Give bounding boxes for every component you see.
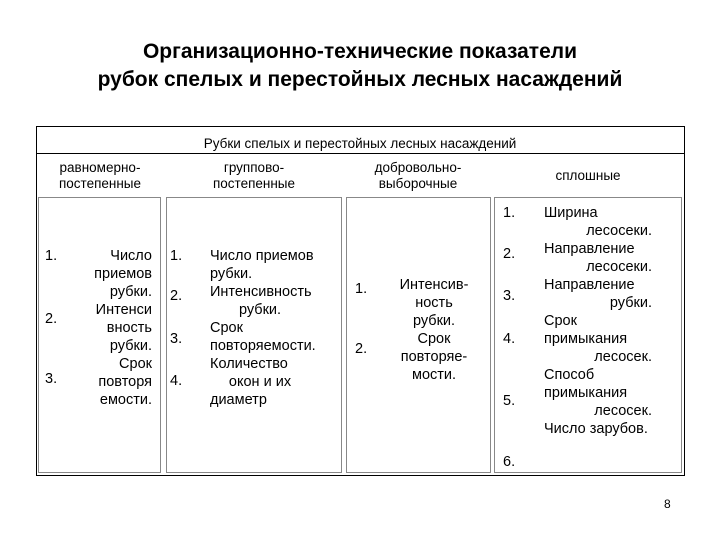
list-number: 1. xyxy=(503,205,516,221)
list-item: окон и их xyxy=(228,374,292,390)
column-header-group-gradual xyxy=(166,160,342,192)
list-item: лесосеки. xyxy=(586,223,652,239)
list-number: 2. xyxy=(45,311,58,327)
list-item: Интенсив- xyxy=(399,277,469,293)
title-line-2: рубок спелых и перестойных лесных насаждений xyxy=(97,68,623,91)
list-item: лесосек. xyxy=(594,349,652,365)
column-1-items xyxy=(78,247,152,409)
list-item: рубки. xyxy=(210,266,253,282)
list-item: рубки. xyxy=(109,338,152,354)
list-item: Направление xyxy=(544,277,635,293)
list-item: мости. xyxy=(411,367,457,383)
list-item: рубки. xyxy=(412,313,456,329)
list-item: Число xyxy=(110,248,152,264)
column-4-items xyxy=(544,204,680,438)
title-line-1: Организационно-технические показатели xyxy=(142,40,578,63)
header-line: группово- xyxy=(223,160,285,175)
list-item: Количество xyxy=(210,356,288,372)
list-item: Число зарубов. xyxy=(544,421,648,437)
list-item: емости. xyxy=(99,392,152,408)
list-number: 3. xyxy=(45,371,58,387)
list-number: 6. xyxy=(503,454,516,470)
page-number: 8 xyxy=(664,497,671,511)
table-divider xyxy=(36,153,685,154)
header-line: постепенные xyxy=(212,176,296,191)
header-line: добровольно- xyxy=(374,160,462,175)
list-item: Способ xyxy=(544,367,595,383)
list-number: 2. xyxy=(355,341,368,357)
list-number: 4. xyxy=(503,331,516,347)
list-item: Срок xyxy=(210,320,243,336)
list-number: 3. xyxy=(503,288,516,304)
list-item: примыкания xyxy=(544,331,628,347)
list-item: Интенсивность xyxy=(210,284,312,300)
list-item: Число приемов xyxy=(210,248,314,264)
list-item: диаметр xyxy=(210,392,267,408)
list-item: примыкания xyxy=(544,385,628,401)
header-line: равномерно- xyxy=(59,160,141,175)
list-number: 3. xyxy=(170,331,183,347)
list-item: повторя xyxy=(98,374,152,390)
header-line: постепенные xyxy=(58,176,142,191)
list-item: ность xyxy=(415,295,453,311)
list-number: 1. xyxy=(355,281,368,297)
column-3-items xyxy=(388,276,480,384)
list-item: приемов xyxy=(94,266,152,282)
header-line: сплошные xyxy=(555,168,621,183)
slide-title xyxy=(0,38,720,94)
column-header-clear-cut xyxy=(494,168,682,184)
list-item: Срок xyxy=(417,331,451,347)
table-title: Рубки спелых и перестойных лесных насаждений xyxy=(203,136,517,151)
list-item: лесосек. xyxy=(594,403,652,419)
list-item: Направление xyxy=(544,241,635,257)
column-2-items xyxy=(210,247,342,409)
list-item: Срок xyxy=(119,356,152,372)
header-line: выборочные xyxy=(378,176,458,191)
list-number: 2. xyxy=(170,288,183,304)
list-item: вность xyxy=(106,320,152,336)
list-item: лесосеки. xyxy=(586,259,652,275)
list-item: повторяемости. xyxy=(210,338,316,354)
list-item: рубки. xyxy=(109,284,152,300)
list-item: Интенси xyxy=(95,302,152,318)
list-item: Ширина xyxy=(544,205,598,221)
list-number: 4. xyxy=(170,373,183,389)
list-item: Срок xyxy=(544,313,577,329)
list-item: рубки. xyxy=(238,302,282,318)
list-item: рубки. xyxy=(609,295,652,311)
column-header-voluntary-selective xyxy=(346,160,490,192)
list-number: 2. xyxy=(503,246,516,262)
list-number: 5. xyxy=(503,393,516,409)
list-number: 1. xyxy=(170,248,183,264)
list-number: 1. xyxy=(45,248,58,264)
list-item: повторяе- xyxy=(400,349,468,365)
column-header-uniform-gradual xyxy=(38,160,162,192)
